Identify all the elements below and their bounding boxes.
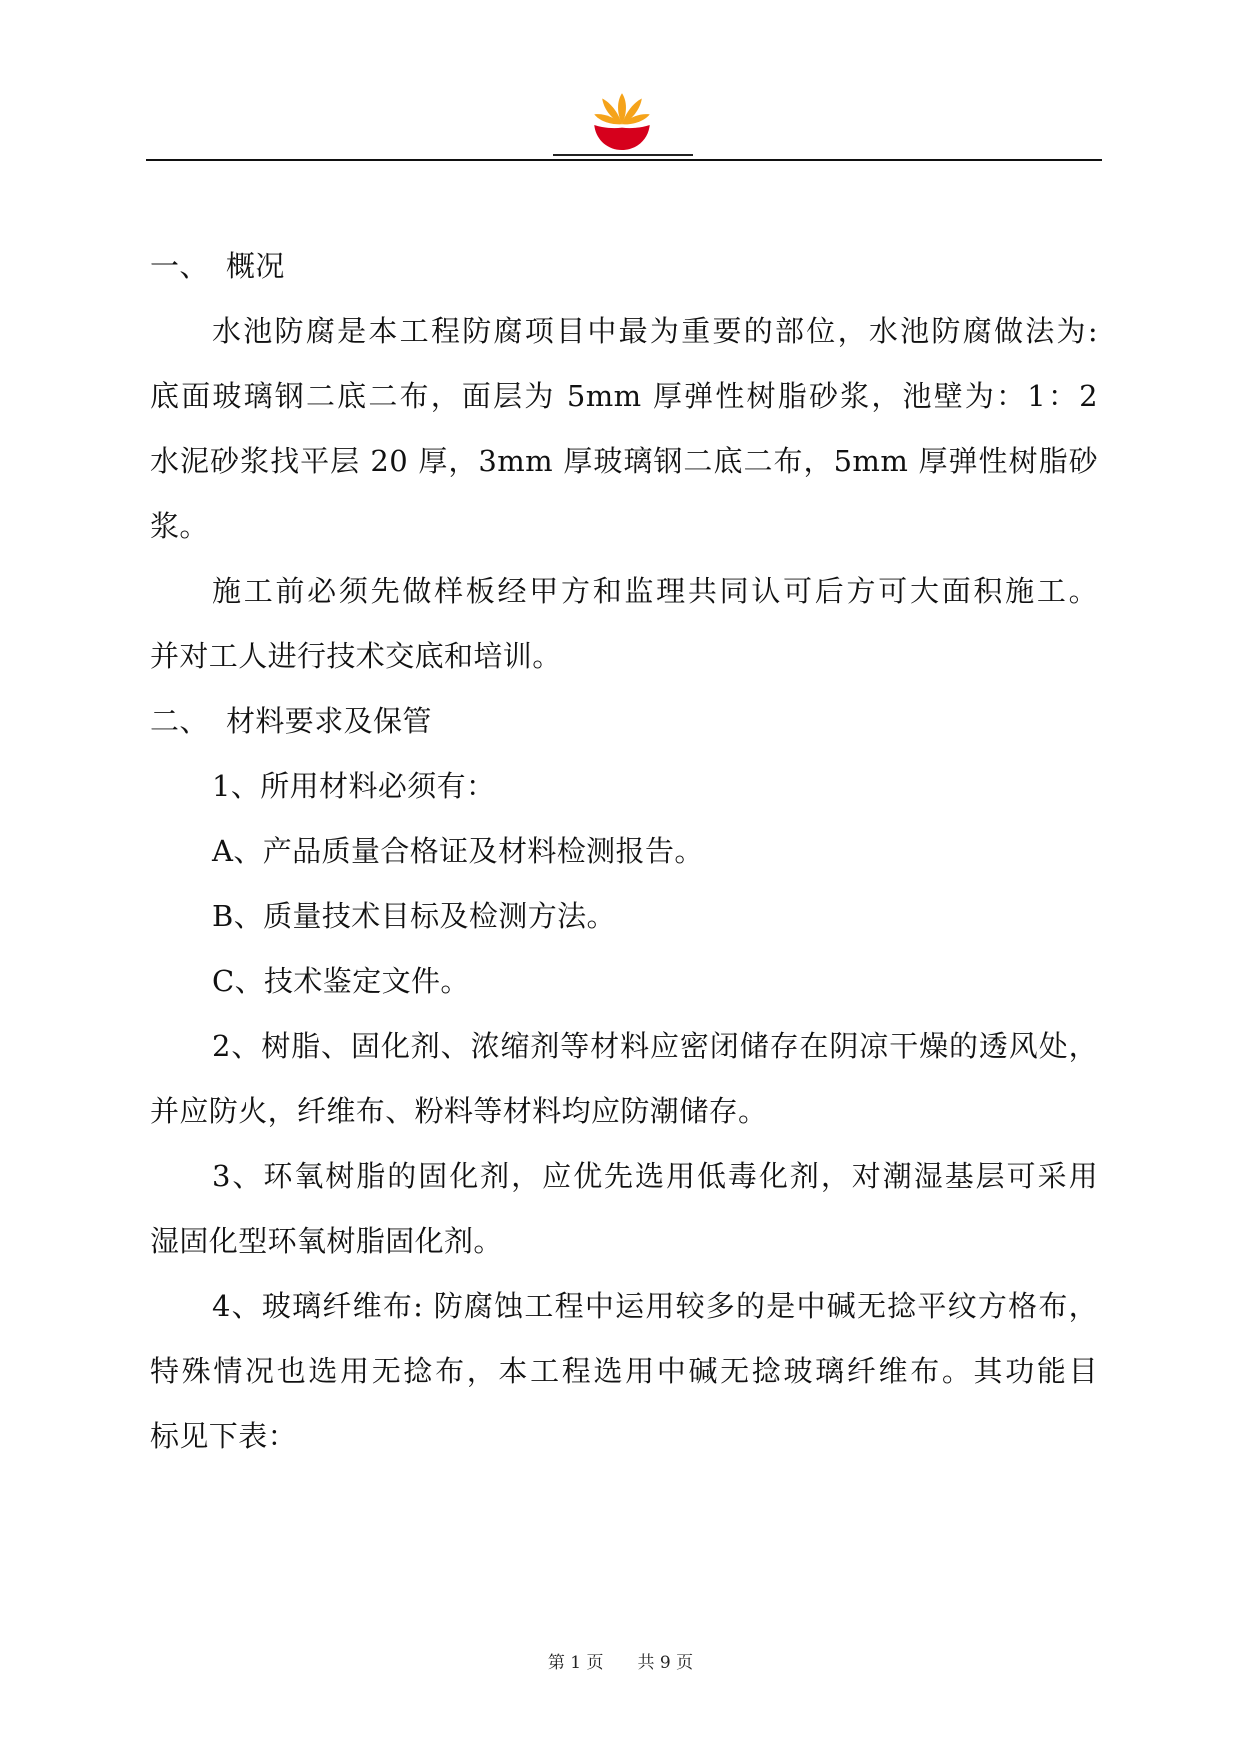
list-item: A、产品质量合格证及材料检测报告。 bbox=[212, 834, 704, 868]
section-heading-2 bbox=[150, 689, 1098, 754]
paragraph-line: 2、树脂、固化剂、浓缩剂等材料应密闭储存在阴凉干燥的透风处， bbox=[212, 1029, 1098, 1063]
paragraph-line: 湿固化型环氧树脂固化剂。 bbox=[150, 1224, 503, 1258]
petrochina-logo-icon bbox=[589, 88, 655, 154]
paragraph-line: 水泥砂浆找平层 20 厚，3mm 厚玻璃钢二底二布，5mm 厚弹性树脂砂 bbox=[150, 444, 1098, 478]
page-number: 第 1 页 bbox=[547, 1653, 604, 1673]
section-number: 二、 bbox=[150, 704, 209, 738]
paragraph-line: 并对工人进行技术交底和培训。 bbox=[150, 639, 562, 673]
header-rule bbox=[146, 159, 1102, 161]
paragraph-line: 标见下表： bbox=[150, 1419, 298, 1453]
document-body bbox=[150, 234, 1098, 1469]
section-heading-1 bbox=[150, 234, 1098, 299]
page-footer bbox=[0, 1648, 1241, 1673]
paragraph-line: 3、环氧树脂的固化剂，应优先选用低毒化剂，对潮湿基层可采用 bbox=[212, 1159, 1098, 1193]
paragraph-line: 底面玻璃钢二底二布，面层为 5mm 厚弹性树脂砂浆，池壁为：1：2 bbox=[150, 379, 1098, 413]
section-title: 材料要求及保管 bbox=[226, 704, 432, 738]
paragraph-line: 水池防腐是本工程防腐项目中最为重要的部位，水池防腐做法为: bbox=[212, 314, 1098, 348]
list-item: B、质量技术目标及检测方法。 bbox=[212, 899, 616, 933]
logo-underline bbox=[553, 154, 693, 156]
paragraph-line: 浆。 bbox=[150, 509, 209, 543]
section-title: 概况 bbox=[226, 249, 285, 283]
paragraph-line: 施工前必须先做样板经甲方和监理共同认可后方可大面积施工。 bbox=[212, 574, 1098, 608]
page-total: 共 9 页 bbox=[637, 1653, 694, 1673]
list-item: C、技术鉴定文件。 bbox=[212, 964, 470, 998]
section-number: 一、 bbox=[150, 249, 209, 283]
paragraph-line: 特殊情况也选用无捻布，本工程选用中碱无捻玻璃纤维布。其功能目 bbox=[150, 1354, 1098, 1388]
paragraph-line: 4、玻璃纤维布: 防腐蚀工程中运用较多的是中碱无捻平纹方格布， bbox=[212, 1289, 1098, 1323]
list-item: 1、所用材料必须有： bbox=[212, 769, 496, 803]
paragraph-line: 并应防火，纤维布、粉料等材料均应防潮储存。 bbox=[150, 1094, 768, 1128]
